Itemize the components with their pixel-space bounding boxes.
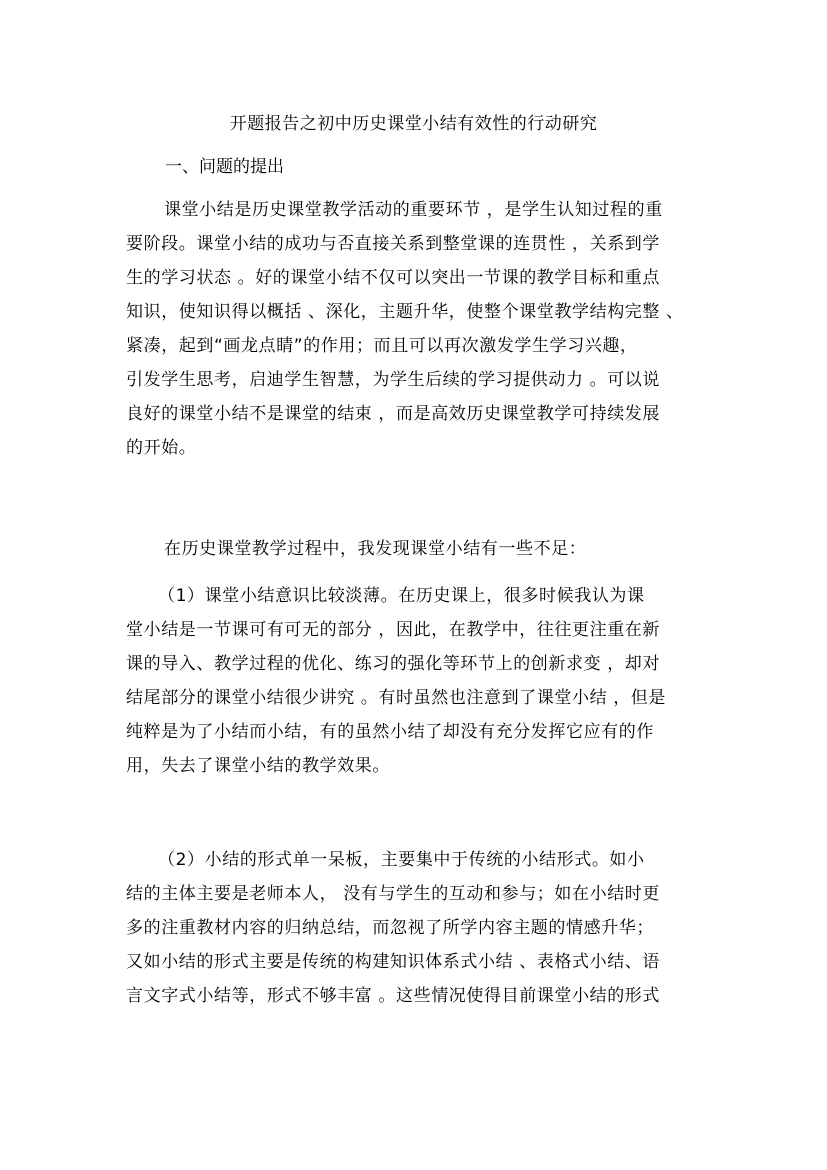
text-line: 在历史课堂教学过程中，我发现课堂小结有一些不足： bbox=[164, 539, 587, 559]
text-line: 生的学习状态 。好的课堂小结不仅可以突出一节课的教学目标和重点 bbox=[126, 268, 661, 288]
text-line: 结的主体主要是老师本人， 没有与学生的互动和参与；如在小结时更 bbox=[126, 884, 661, 904]
paragraph-point-2 bbox=[126, 843, 706, 1013]
paragraph-intro bbox=[126, 193, 706, 465]
text-line: （1）课堂小结意识比较淡薄。在历史课上，很多时候我认为课 bbox=[158, 586, 645, 606]
text-line: 引发学生思考，启迪学生智慧，为学生后续的学习提供动力 。可以说 bbox=[126, 370, 661, 390]
text-line: 结尾部分的课堂小结很少讲究 。有时虽然也注意到了课堂小结 ，但是 bbox=[126, 688, 667, 708]
text-line: 要阶段。课堂小结的成功与否直接关系到整堂课的连贯性 ，关系到学 bbox=[126, 234, 661, 254]
text-line: 课的导入、教学过程的优化、练习的强化等环节上的创新求变 ，却对 bbox=[126, 654, 661, 674]
paragraph-point-1 bbox=[126, 579, 706, 783]
text-line: 的开始。 bbox=[126, 438, 197, 458]
text-line: 用，失去了课堂小结的教学效果。 bbox=[126, 756, 390, 776]
text-line: 多的注重教材内容的归纳总结，而忽视了所学内容主题的情感升华； bbox=[126, 918, 654, 938]
text-line: 又如小结的形式主要是传统的构建知识体系式小结 、表格式小结、语 bbox=[126, 952, 661, 972]
text-line: 知识，使知识得以概括 、深化，主题升华，使整个课堂教学结构完整 、 bbox=[126, 302, 684, 322]
paragraph-shortcomings-intro bbox=[126, 532, 706, 566]
text-line: 言文字式小结等，形式不够丰富 。这些情况使得目前课堂小结的形式 bbox=[126, 986, 661, 1006]
text-line: 良好的课堂小结不是课堂的结束 ，而是高效历史课堂教学可持续发展 bbox=[126, 404, 661, 424]
document-title: 开题报告之初中历史课堂小结有效性的行动研究 bbox=[229, 114, 598, 134]
text-line: 堂小结是一节课可有可无的部分 ，因此，在教学中，往往更注重在新 bbox=[126, 620, 661, 640]
text-line: （2）小结的形式单一呆板，主要集中于传统的小结形式。如小 bbox=[158, 850, 645, 870]
text-line: 紧凑，起到“画龙点睛”的作用；而且可以再次激发学生学习兴趣， bbox=[126, 336, 638, 356]
text-line: 课堂小结是历史课堂教学活动的重要环节 ，是学生认知过程的重 bbox=[164, 200, 663, 220]
section-heading: 一、问题的提出 bbox=[165, 157, 284, 177]
text-line: 纯粹是为了小结而小结，有的虽然小结了却没有充分发挥它应有的作 bbox=[126, 722, 654, 742]
